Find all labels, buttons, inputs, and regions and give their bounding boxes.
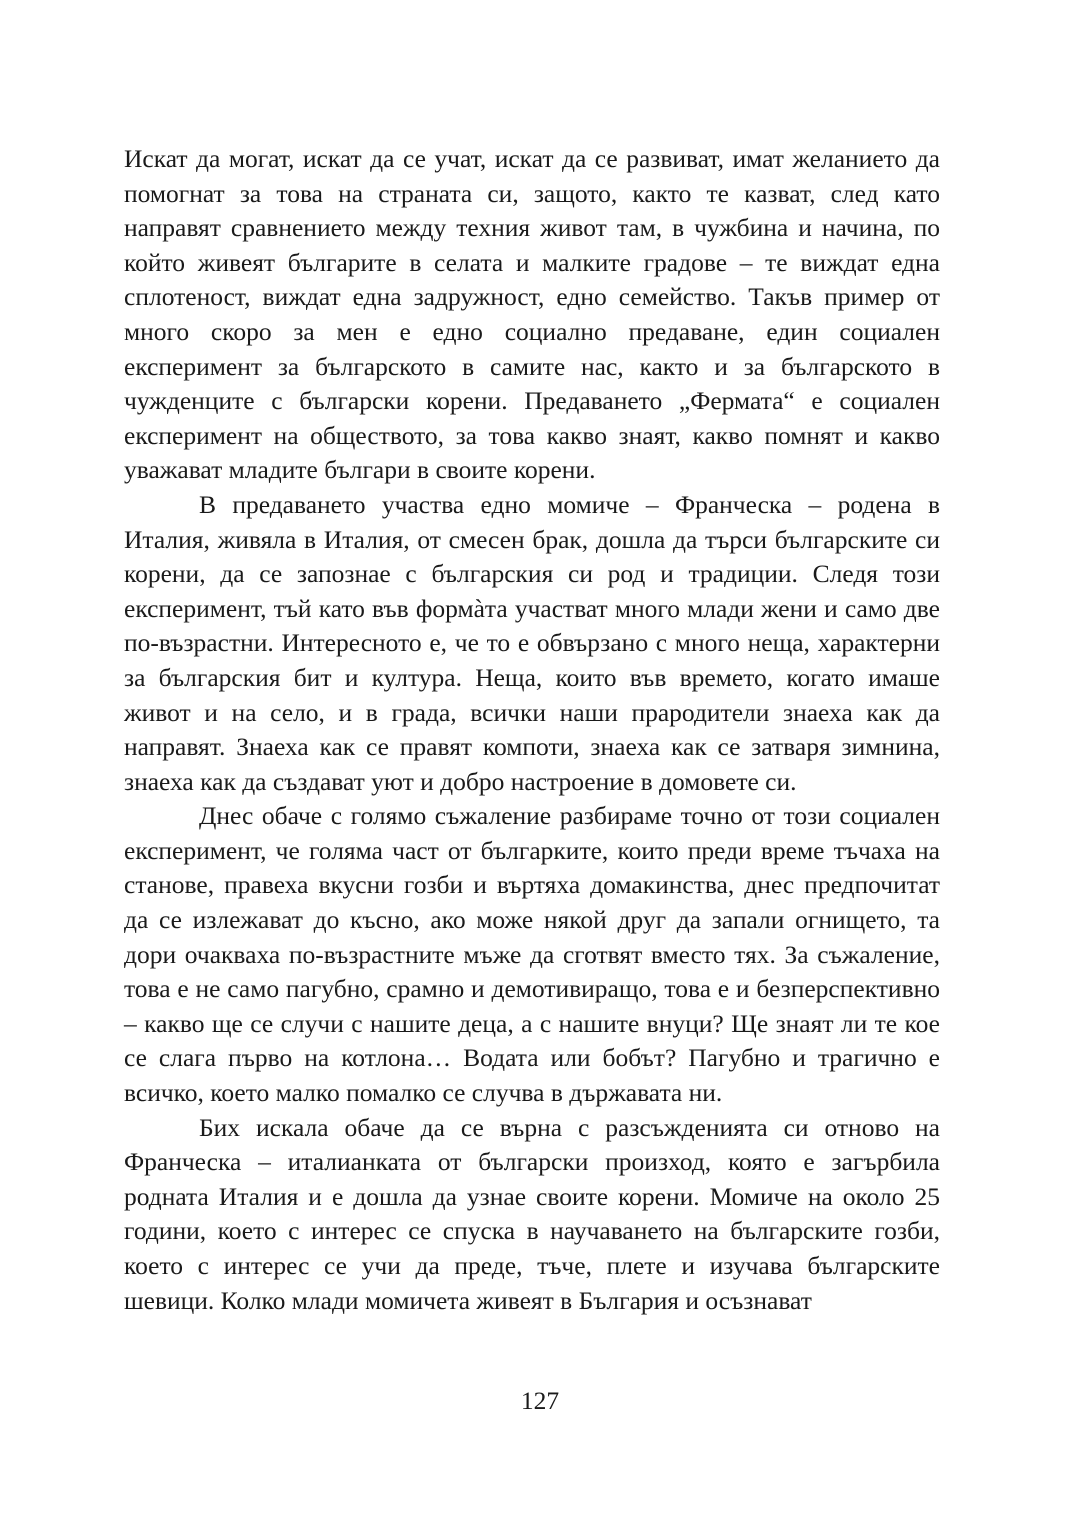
page-number: 127 — [520, 1386, 560, 1415]
paragraph-3: Днес обаче с голямо съжаление разбираме точно от този социален експеримент, че голяма част от българките, които преди време тъчаха на станове, правеха вкусни гозби и въртяха домакинства, днес предпочитат да се излежават до късно, ако може някой друг да запали огнището, та дори очакваха по-възрастните мъже да сготвят вместо тях. За съжаление, това е не само пагубно, срамно и демотивиращо, това е и безперспективно – какво ще се случи с нашите деца, а с нашите внуци? Ще знаят ли те кое се слага първо на котлона… Водата или бобът? Пагубно и трагично е всичко, което малко помалко се случва в държавата ни. — [124, 801, 940, 1108]
paragraph-2: В предаването участва едно момиче – Франческа – родена в Италия, живяла в Италия, от смесен брак, дошла да търси българските си корени, да се запознае с българския си род и традиции. Следя този експеримент, тъй като във формàта участват много млади жени и само две по-възрастни. Интересното е, че то е обвързано с много неща, характерни за българския бит и култура. Неща, които във времето, когато имаше живот и на село, и в града, всички наши прародители знаеха как да направят. Знаеха как се правят компоти, знаеха как се затваря зимнина, знаеха как да създават уют и добро настроение в домовете си. — [124, 489, 940, 796]
paragraph-1: Искат да могат, искат да се учат, искат да се развиват, имат желанието да помогнат за това на страната си, защото, както те казват, след като направят сравнението между техния живот там, в чужбина и начина, по който живеят българите в селата и малките градове – те виждат една сплотеност, виждат една задружност, едно семейство. Такъв пример от много скоро за мен е едно социално предаване, един социален експеримент за българското в самите нас, както и за българското в чужденците с български корени. Предаването „Фермата“ е социален експеримент на обществото, за това какво знаят, какво помнят и какво уважават младите българи в своите корени. — [124, 144, 940, 485]
paragraph-4: Бих искала обаче да се върна с разсъжденията си отново на Франческа – италианката от български произход, която е загърбила родната Италия и е дошла да узнае своите корени. Момиче на около 25 години, което с интерес се спуска в научаването на българските гозби, което с интерес се учи да преде, тъче, плете и изучава българските шевици. Колко млади момичета живеят в България и осъзнават — [124, 1112, 940, 1315]
body-text — [124, 142, 940, 1318]
